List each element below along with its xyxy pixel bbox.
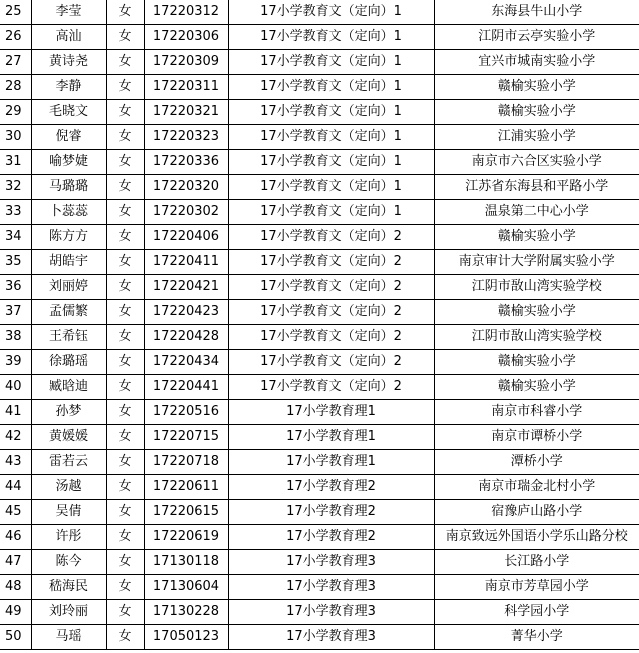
table-row [0, 450, 639, 475]
student-name-cell: 马璐璐 [31, 175, 106, 200]
school-name-cell: 东海县牛山小学 [434, 0, 639, 25]
class-name-cell: 17小学教育文（定向）1 [228, 0, 434, 25]
school-name-cell: 南京致远外国语小学乐山路分校 [434, 525, 639, 550]
table-row [0, 100, 639, 125]
student-name-cell: 黄媛媛 [31, 425, 106, 450]
student-id-cell: 17220302 [144, 200, 228, 225]
row-number-cell: 50 [0, 625, 31, 650]
student-id-cell: 17220336 [144, 150, 228, 175]
gender-cell: 女 [106, 50, 144, 75]
table-row [0, 25, 639, 50]
table-row [0, 475, 639, 500]
student-id-cell: 17130604 [144, 575, 228, 600]
gender-cell: 女 [106, 225, 144, 250]
class-name-cell: 17小学教育文（定向）1 [228, 125, 434, 150]
row-number-cell: 37 [0, 300, 31, 325]
student-id-cell: 17220421 [144, 275, 228, 300]
table-row [0, 400, 639, 425]
student-id-cell: 17220306 [144, 25, 228, 50]
gender-cell: 女 [106, 200, 144, 225]
row-number-cell: 31 [0, 150, 31, 175]
table-row [0, 125, 639, 150]
gender-cell: 女 [106, 0, 144, 25]
school-name-cell: 南京市科睿小学 [434, 400, 639, 425]
student-id-cell: 17220323 [144, 125, 228, 150]
row-number-cell: 48 [0, 575, 31, 600]
school-name-cell: 江阴市敔山湾实验学校 [434, 275, 639, 300]
student-name-cell: 王希钰 [31, 325, 106, 350]
school-name-cell: 江苏省东海县和平路小学 [434, 175, 639, 200]
row-number-cell: 27 [0, 50, 31, 75]
table-row [0, 625, 639, 650]
school-name-cell: 宜兴市城南实验小学 [434, 50, 639, 75]
row-number-cell: 30 [0, 125, 31, 150]
school-name-cell: 宿豫庐山路小学 [434, 500, 639, 525]
school-name-cell: 赣榆实验小学 [434, 225, 639, 250]
gender-cell: 女 [106, 500, 144, 525]
class-name-cell: 17小学教育文（定向）1 [228, 25, 434, 50]
class-name-cell: 17小学教育文（定向）2 [228, 375, 434, 400]
class-name-cell: 17小学教育文（定向）1 [228, 150, 434, 175]
gender-cell: 女 [106, 125, 144, 150]
student-id-cell: 17220406 [144, 225, 228, 250]
student-name-cell: 高汕 [31, 25, 106, 50]
table-row [0, 50, 639, 75]
class-name-cell: 17小学教育文（定向）2 [228, 275, 434, 300]
school-name-cell: 南京审计大学附属实验小学 [434, 250, 639, 275]
table-row [0, 175, 639, 200]
student-id-cell: 17220320 [144, 175, 228, 200]
student-name-cell: 吴倩 [31, 500, 106, 525]
table-row [0, 375, 639, 400]
class-name-cell: 17小学教育理1 [228, 450, 434, 475]
school-name-cell: 南京市六合区实验小学 [434, 150, 639, 175]
student-id-cell: 17220619 [144, 525, 228, 550]
student-id-cell: 17220428 [144, 325, 228, 350]
row-number-cell: 47 [0, 550, 31, 575]
gender-cell: 女 [106, 400, 144, 425]
class-name-cell: 17小学教育理3 [228, 575, 434, 600]
table-row [0, 325, 639, 350]
table-row [0, 75, 639, 100]
school-name-cell: 菁华小学 [434, 625, 639, 650]
class-name-cell: 17小学教育文（定向）2 [228, 300, 434, 325]
student-id-cell: 17220321 [144, 100, 228, 125]
class-name-cell: 17小学教育文（定向）1 [228, 200, 434, 225]
table-row [0, 250, 639, 275]
table-row [0, 150, 639, 175]
row-number-cell: 41 [0, 400, 31, 425]
student-name-cell: 李莹 [31, 0, 106, 25]
student-id-cell: 17220309 [144, 50, 228, 75]
student-id-cell: 17220423 [144, 300, 228, 325]
class-name-cell: 17小学教育理3 [228, 600, 434, 625]
student-id-cell: 17220718 [144, 450, 228, 475]
row-number-cell: 49 [0, 600, 31, 625]
class-name-cell: 17小学教育理1 [228, 425, 434, 450]
school-name-cell: 赣榆实验小学 [434, 100, 639, 125]
gender-cell: 女 [106, 300, 144, 325]
student-id-cell: 17220311 [144, 75, 228, 100]
student-name-cell: 孙梦 [31, 400, 106, 425]
row-number-cell: 40 [0, 375, 31, 400]
gender-cell: 女 [106, 525, 144, 550]
school-name-cell: 潭桥小学 [434, 450, 639, 475]
school-name-cell: 南京市谭桥小学 [434, 425, 639, 450]
table-row [0, 275, 639, 300]
student-name-cell: 毛晓文 [31, 100, 106, 125]
class-name-cell: 17小学教育文（定向）1 [228, 100, 434, 125]
student-id-cell: 17130228 [144, 600, 228, 625]
student-id-cell: 17220434 [144, 350, 228, 375]
row-number-cell: 33 [0, 200, 31, 225]
table-row [0, 300, 639, 325]
school-name-cell: 南京市芳草园小学 [434, 575, 639, 600]
student-name-cell: 倪睿 [31, 125, 106, 150]
gender-cell: 女 [106, 100, 144, 125]
row-number-cell: 43 [0, 450, 31, 475]
school-name-cell: 赣榆实验小学 [434, 375, 639, 400]
gender-cell: 女 [106, 550, 144, 575]
student-name-cell: 徐璐瑶 [31, 350, 106, 375]
school-name-cell: 南京市瑞金北村小学 [434, 475, 639, 500]
class-name-cell: 17小学教育文（定向）1 [228, 50, 434, 75]
school-name-cell: 科学园小学 [434, 600, 639, 625]
gender-cell: 女 [106, 325, 144, 350]
student-name-cell: 雷若云 [31, 450, 106, 475]
gender-cell: 女 [106, 25, 144, 50]
student-name-cell: 许彤 [31, 525, 106, 550]
student-id-cell: 17220312 [144, 0, 228, 25]
student-name-cell: 孟儒繁 [31, 300, 106, 325]
row-number-cell: 28 [0, 75, 31, 100]
gender-cell: 女 [106, 475, 144, 500]
student-id-cell: 17220441 [144, 375, 228, 400]
gender-cell: 女 [106, 275, 144, 300]
student-name-cell: 刘丽婷 [31, 275, 106, 300]
school-name-cell: 江浦实验小学 [434, 125, 639, 150]
class-name-cell: 17小学教育理2 [228, 525, 434, 550]
row-number-cell: 25 [0, 0, 31, 25]
school-name-cell: 赣榆实验小学 [434, 350, 639, 375]
row-number-cell: 44 [0, 475, 31, 500]
table-row [0, 200, 639, 225]
student-name-cell: 黄诗尧 [31, 50, 106, 75]
student-name-cell: 陈今 [31, 550, 106, 575]
table-row [0, 225, 639, 250]
class-name-cell: 17小学教育理1 [228, 400, 434, 425]
row-number-cell: 32 [0, 175, 31, 200]
school-name-cell: 江阴市敔山湾实验学校 [434, 325, 639, 350]
gender-cell: 女 [106, 75, 144, 100]
student-id-cell: 17220516 [144, 400, 228, 425]
gender-cell: 女 [106, 250, 144, 275]
class-name-cell: 17小学教育文（定向）2 [228, 225, 434, 250]
table-row [0, 600, 639, 625]
student-name-cell: 胡皓宇 [31, 250, 106, 275]
row-number-cell: 29 [0, 100, 31, 125]
class-name-cell: 17小学教育文（定向）2 [228, 250, 434, 275]
student-name-cell: 马瑶 [31, 625, 106, 650]
student-name-cell: 臧晗迪 [31, 375, 106, 400]
table-row [0, 500, 639, 525]
class-name-cell: 17小学教育理2 [228, 500, 434, 525]
class-name-cell: 17小学教育文（定向）2 [228, 325, 434, 350]
student-name-cell: 嵇海民 [31, 575, 106, 600]
school-name-cell: 赣榆实验小学 [434, 300, 639, 325]
student-id-cell: 17050123 [144, 625, 228, 650]
table-row [0, 575, 639, 600]
student-name-cell: 刘玲丽 [31, 600, 106, 625]
student-id-cell: 17130118 [144, 550, 228, 575]
table-row [0, 350, 639, 375]
gender-cell: 女 [106, 175, 144, 200]
table-row [0, 0, 639, 25]
student-id-cell: 17220615 [144, 500, 228, 525]
student-id-cell: 17220715 [144, 425, 228, 450]
row-number-cell: 35 [0, 250, 31, 275]
student-name-cell: 喻梦婕 [31, 150, 106, 175]
row-number-cell: 39 [0, 350, 31, 375]
gender-cell: 女 [106, 575, 144, 600]
school-name-cell: 江阴市云亭实验小学 [434, 25, 639, 50]
school-name-cell: 赣榆实验小学 [434, 75, 639, 100]
row-number-cell: 42 [0, 425, 31, 450]
class-name-cell: 17小学教育文（定向）2 [228, 350, 434, 375]
school-name-cell: 长江路小学 [434, 550, 639, 575]
row-number-cell: 36 [0, 275, 31, 300]
student-name-cell: 陈方方 [31, 225, 106, 250]
class-name-cell: 17小学教育理3 [228, 625, 434, 650]
gender-cell: 女 [106, 450, 144, 475]
student-name-cell: 李静 [31, 75, 106, 100]
gender-cell: 女 [106, 425, 144, 450]
class-name-cell: 17小学教育文（定向）1 [228, 75, 434, 100]
student-name-cell: 汤越 [31, 475, 106, 500]
row-number-cell: 34 [0, 225, 31, 250]
class-name-cell: 17小学教育文（定向）1 [228, 175, 434, 200]
row-number-cell: 38 [0, 325, 31, 350]
row-number-cell: 26 [0, 25, 31, 50]
gender-cell: 女 [106, 600, 144, 625]
table-row [0, 525, 639, 550]
gender-cell: 女 [106, 375, 144, 400]
student-id-cell: 17220411 [144, 250, 228, 275]
row-number-cell: 45 [0, 500, 31, 525]
class-name-cell: 17小学教育理2 [228, 475, 434, 500]
student-name-cell: 卜蕊蕊 [31, 200, 106, 225]
gender-cell: 女 [106, 150, 144, 175]
table-row [0, 550, 639, 575]
gender-cell: 女 [106, 625, 144, 650]
student-id-cell: 17220611 [144, 475, 228, 500]
gender-cell: 女 [106, 350, 144, 375]
table-row [0, 425, 639, 450]
row-number-cell: 46 [0, 525, 31, 550]
school-name-cell: 温泉第二中心小学 [434, 200, 639, 225]
class-name-cell: 17小学教育理3 [228, 550, 434, 575]
